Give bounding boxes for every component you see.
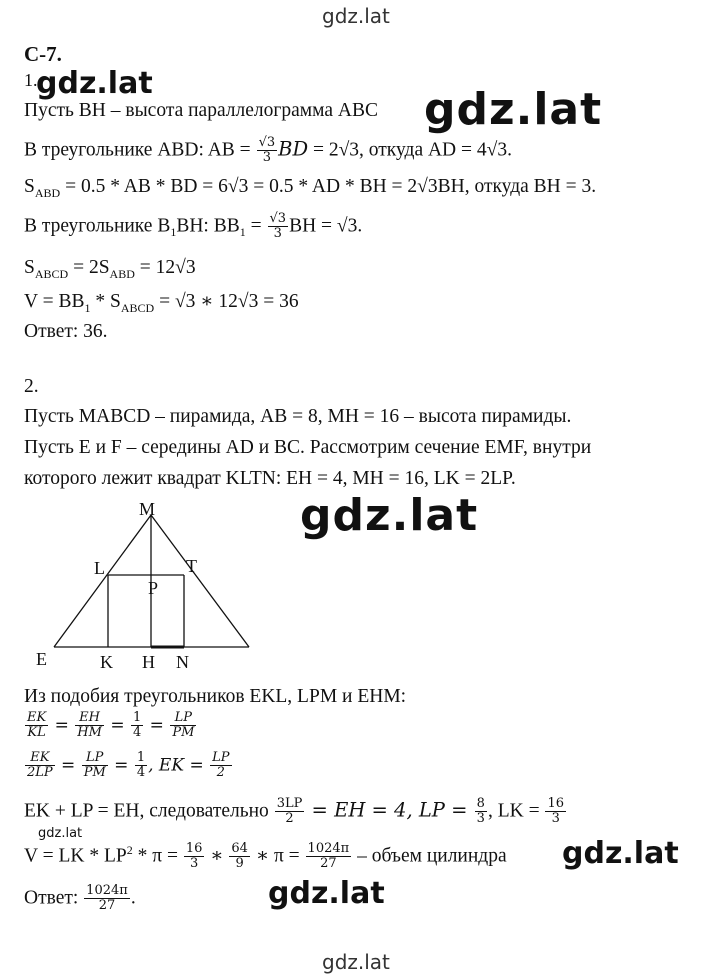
similarity-line: Из подобия треугольников EKL, LPM и EHM:: [24, 686, 407, 707]
fraction: $\frac{√3}{3}$: [269, 211, 287, 242]
fraction: $\frac{√3}{3}$: [258, 135, 276, 166]
edge-EM: [54, 515, 151, 647]
equation-2: $\frac{EK}{2LP}$ = $\frac{LP}{PM}$ = $\frac{1}{4}$ , EK = $\frac{LP}{2}$: [27, 750, 230, 781]
problem2-line1: Пусть MABCD – пирамида, AB = 8, MH = 16 – высота пирамиды.: [24, 406, 572, 427]
watermark-bottom-mid: gdz.lat: [268, 876, 385, 911]
watermark-big-top: gdz.lat: [420, 84, 606, 135]
equation-1: $\frac{EK}{KL}$ = $\frac{EH}{HM}$ = $\frac{1}{4}$ = $\frac{LP}{PM}$: [27, 710, 195, 741]
pyramid-section-diagram: [24, 497, 264, 682]
watermark-near-title: gdz.lat: [36, 66, 153, 101]
watermark-top: gdz.lat: [322, 4, 390, 28]
problem1-line5: $S_{ABCD} = 2S_{ABD} = 12√3$: [24, 257, 196, 281]
label-T: T: [186, 556, 197, 576]
label-P: P: [148, 578, 159, 598]
watermark-small-left: gdz.lat: [38, 826, 83, 841]
watermark-mid: gdz.lat: [300, 490, 479, 541]
page-title: С-7.: [24, 42, 62, 66]
problem1-line1: Пусть BH – высота параллелограмма ABC: [24, 100, 378, 121]
watermark-footer: gdz.lat: [322, 950, 390, 974]
equation-sum: EK + LP = EH, следовательно $\frac{3LP}{2}$ = EH = 4, LP = $\frac{8}{3}$ , LK = $\frac{16}{3}$: [24, 796, 564, 827]
problem2-answer: Ответ: $\frac{1024\pi}{27}$ .: [24, 883, 136, 914]
label-K: K: [100, 652, 113, 672]
label-M: M: [139, 499, 156, 519]
volume-line: V = LK * $LP^2$ * π = $\frac{16}{3}$ ∗ $\frac{64}{9}$ ∗ π = $\frac{1024\pi}{27}$ – объем цилиндра: [24, 841, 507, 872]
edge-MF: [151, 515, 249, 647]
problem1-answer: Ответ: 36.: [24, 321, 108, 342]
label-N: N: [176, 652, 189, 672]
problem2-line3: которого лежит квадрат KLTN: EH = 4, MH = 16, LK = 2LP.: [24, 468, 516, 489]
label-L: L: [94, 558, 105, 578]
problem1-line6: $V = BB_1 * S_{ABCD} = √3$ ∗ 12√3 = 36: [24, 291, 299, 315]
problem1-number: 1.: [24, 70, 38, 90]
problem1-line3: $S_{ABD} = 0.5$ * AB * BD = 6√3 = 0.5 * AD * BH = 2√3BH, откуда BH = 3.: [24, 176, 597, 200]
watermark-right: gdz.lat: [562, 836, 679, 871]
label-E: E: [36, 649, 47, 669]
label-H: H: [142, 652, 155, 672]
problem2-line2: Пусть E и F – середины AD и BC. Рассмотрим сечение EMF, внутри: [24, 437, 592, 458]
problem1-line2: В треугольнике ABD: AB = $\frac{√3}{3}$ BD = 2√3, откуда AD = 4√3.: [24, 135, 512, 166]
problem2-number: 2.: [24, 376, 39, 397]
problem1-line4: В треугольнике $B_1BH$: $BB_1$ = $\frac{√3}{3}$ BH = √3.: [24, 211, 363, 242]
